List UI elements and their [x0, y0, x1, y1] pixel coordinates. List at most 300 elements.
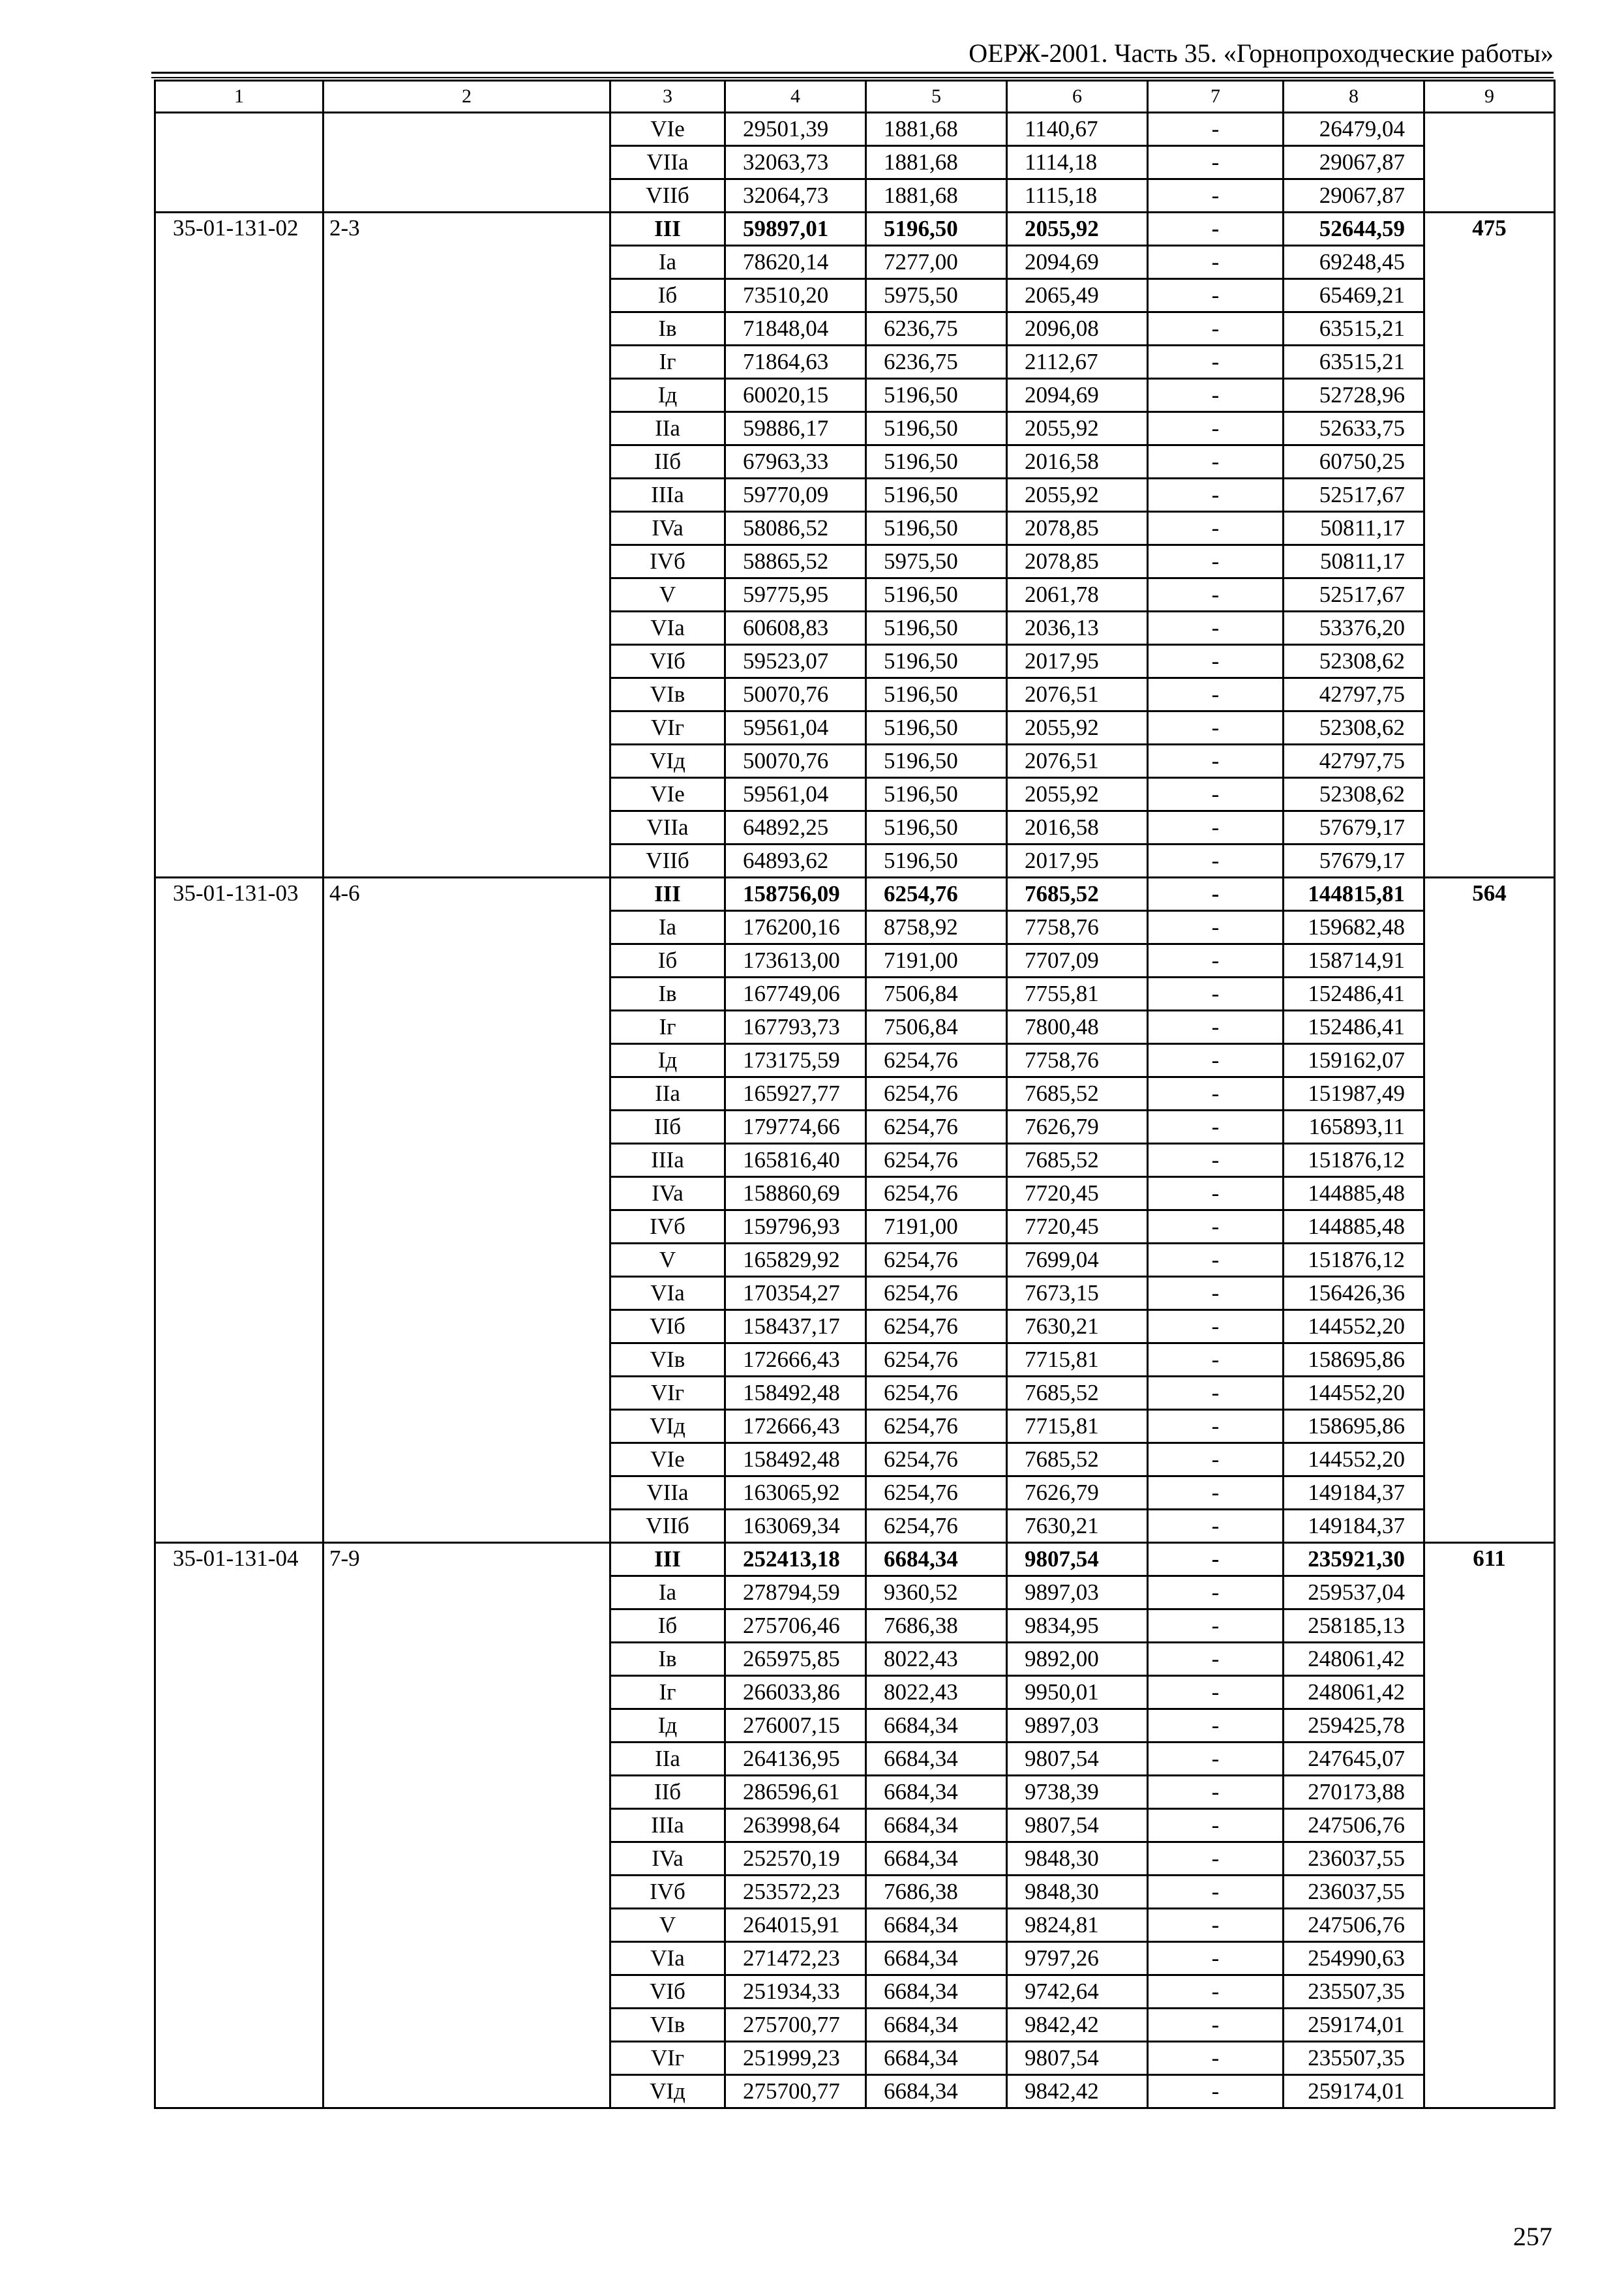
total-cell: 165927,77	[725, 1077, 866, 1111]
wage-cell: 7506,84	[866, 1011, 1007, 1044]
total-cell: 78620,14	[725, 246, 866, 279]
machine-cell: 2065,49	[1007, 279, 1148, 312]
machine-cell: 7800,48	[1007, 1011, 1148, 1044]
table-row	[155, 1543, 1555, 1576]
page-number: 257	[1513, 2222, 1552, 2251]
material-cell: 144552,20	[1284, 1377, 1424, 1410]
dash-cell: -	[1148, 1277, 1284, 1310]
material-cell: 158695,86	[1284, 1343, 1424, 1377]
total-cell: 163069,34	[725, 1510, 866, 1543]
wage-cell: 6254,76	[866, 1111, 1007, 1144]
material-cell: 156426,36	[1284, 1277, 1424, 1310]
material-cell: 52517,67	[1284, 578, 1424, 612]
wage-cell: 6684,34	[866, 2009, 1007, 2042]
dash-cell: -	[1148, 1975, 1284, 2009]
dash-cell: -	[1148, 1310, 1284, 1343]
total-cell: 179774,66	[725, 1111, 866, 1144]
material-cell: 152486,41	[1284, 978, 1424, 1011]
column-header: 3	[610, 81, 725, 113]
dash-cell: -	[1148, 1077, 1284, 1111]
wage-cell: 5196,50	[866, 678, 1007, 711]
total-cell: 251999,23	[725, 2042, 866, 2075]
wage-cell: 5196,50	[866, 845, 1007, 878]
zone-cell: VIa	[610, 612, 725, 645]
total-cell: 32063,73	[725, 146, 866, 179]
machine-cell: 7673,15	[1007, 1277, 1148, 1310]
dash-cell: -	[1148, 146, 1284, 179]
total-cell: 278794,59	[725, 1576, 866, 1609]
dash-cell: -	[1148, 213, 1284, 246]
zone-cell: III	[610, 878, 725, 911]
zone-cell: V	[610, 1244, 725, 1277]
zone-cell: VIe	[610, 1443, 725, 1476]
wage-cell: 6236,75	[866, 312, 1007, 346]
total-cell: 165829,92	[725, 1244, 866, 1277]
dash-cell: -	[1148, 1410, 1284, 1443]
zone-cell: VIв	[610, 2009, 725, 2042]
total-cell: 252413,18	[725, 1543, 866, 1576]
material-cell: 29067,87	[1284, 179, 1424, 213]
material-cell: 270173,88	[1284, 1776, 1424, 1809]
zone-cell: IIб	[610, 1111, 725, 1144]
material-cell: 57679,17	[1284, 845, 1424, 878]
wage-cell: 6684,34	[866, 1776, 1007, 1809]
range-cell	[323, 113, 610, 213]
machine-cell: 2055,92	[1007, 213, 1148, 246]
zone-cell: VIг	[610, 711, 725, 745]
dash-cell: -	[1148, 1510, 1284, 1543]
wage-cell: 6684,34	[866, 1909, 1007, 1942]
zone-cell: VIe	[610, 778, 725, 811]
dash-cell: -	[1148, 479, 1284, 512]
dash-cell: -	[1148, 778, 1284, 811]
material-cell: 29067,87	[1284, 146, 1424, 179]
machine-cell: 2094,69	[1007, 246, 1148, 279]
zone-cell: IVб	[610, 1210, 725, 1244]
total-cell: 167749,06	[725, 978, 866, 1011]
zone-cell: III	[610, 1543, 725, 1576]
dash-cell: -	[1148, 2009, 1284, 2042]
machine-cell: 2016,58	[1007, 445, 1148, 479]
machine-cell: 2055,92	[1007, 412, 1148, 445]
wage-cell: 7506,84	[866, 978, 1007, 1011]
total-cell: 59561,04	[725, 778, 866, 811]
machine-cell: 7630,21	[1007, 1510, 1148, 1543]
dash-cell: -	[1148, 678, 1284, 711]
machine-cell: 2055,92	[1007, 778, 1148, 811]
total-cell: 275700,77	[725, 2075, 866, 2108]
column-header: 5	[866, 81, 1007, 113]
machine-cell: 2078,85	[1007, 545, 1148, 578]
machine-cell: 2061,78	[1007, 578, 1148, 612]
dash-cell: -	[1148, 379, 1284, 412]
table-row	[155, 213, 1555, 246]
wage-cell: 6684,34	[866, 1809, 1007, 1842]
total-cell: 158756,09	[725, 878, 866, 911]
material-cell: 159682,48	[1284, 911, 1424, 944]
zone-cell: III	[610, 213, 725, 246]
dash-cell: -	[1148, 1377, 1284, 1410]
material-cell: 259174,01	[1284, 2009, 1424, 2042]
code-cell	[155, 113, 323, 213]
wage-cell: 5196,50	[866, 412, 1007, 445]
dash-cell: -	[1148, 1244, 1284, 1277]
total-cell: 59897,01	[725, 213, 866, 246]
machine-cell: 1140,67	[1007, 113, 1148, 146]
range-cell: 2-3	[323, 213, 610, 878]
column-9-cell: 611	[1424, 1543, 1555, 2108]
zone-cell: VIIб	[610, 179, 725, 213]
wage-cell: 8022,43	[866, 1643, 1007, 1676]
total-cell: 170354,27	[725, 1277, 866, 1310]
dash-cell: -	[1148, 1210, 1284, 1244]
zone-cell: Iг	[610, 346, 725, 379]
wage-cell: 6684,34	[866, 1942, 1007, 1975]
dash-cell: -	[1148, 1443, 1284, 1476]
dash-cell: -	[1148, 578, 1284, 612]
material-cell: 235921,30	[1284, 1543, 1424, 1576]
machine-cell: 7685,52	[1007, 1443, 1148, 1476]
dash-cell: -	[1148, 1609, 1284, 1643]
zone-cell: IIa	[610, 1743, 725, 1776]
machine-cell: 7715,81	[1007, 1343, 1148, 1377]
material-cell: 42797,75	[1284, 745, 1424, 778]
header-rule-thin	[151, 77, 1554, 78]
machine-cell: 9738,39	[1007, 1776, 1148, 1809]
machine-cell: 2017,95	[1007, 645, 1148, 678]
wage-cell: 7686,38	[866, 1876, 1007, 1909]
column-9-cell	[1424, 113, 1555, 213]
material-cell: 158714,91	[1284, 944, 1424, 978]
zone-cell: Iд	[610, 379, 725, 412]
zone-cell: Iд	[610, 1044, 725, 1077]
dash-cell: -	[1148, 1111, 1284, 1144]
code-cell: 35-01-131-03	[155, 878, 323, 1543]
machine-cell: 1114,18	[1007, 146, 1148, 179]
zone-cell: VIд	[610, 2075, 725, 2108]
dash-cell: -	[1148, 1909, 1284, 1942]
wage-cell: 6254,76	[866, 1144, 1007, 1177]
wage-cell: 5196,50	[866, 711, 1007, 745]
total-cell: 176200,16	[725, 911, 866, 944]
material-cell: 149184,37	[1284, 1510, 1424, 1543]
total-cell: 165816,40	[725, 1144, 866, 1177]
column-number-row	[155, 81, 1555, 113]
machine-cell: 7715,81	[1007, 1410, 1148, 1443]
total-cell: 276007,15	[725, 1709, 866, 1743]
material-cell: 50811,17	[1284, 512, 1424, 545]
dash-cell: -	[1148, 711, 1284, 745]
zone-cell: VIIa	[610, 146, 725, 179]
material-cell: 63515,21	[1284, 346, 1424, 379]
machine-cell: 9892,00	[1007, 1643, 1148, 1676]
wage-cell: 5196,50	[866, 811, 1007, 845]
dash-cell: -	[1148, 113, 1284, 146]
wage-cell: 6254,76	[866, 1077, 1007, 1111]
zone-cell: Ia	[610, 911, 725, 944]
machine-cell: 9950,01	[1007, 1676, 1148, 1709]
wage-cell: 6254,76	[866, 1310, 1007, 1343]
machine-cell: 9842,42	[1007, 2009, 1148, 2042]
zone-cell: Iг	[610, 1011, 725, 1044]
machine-cell: 2096,08	[1007, 312, 1148, 346]
total-cell: 59523,07	[725, 645, 866, 678]
dash-cell: -	[1148, 612, 1284, 645]
dash-cell: -	[1148, 845, 1284, 878]
total-cell: 271472,23	[725, 1942, 866, 1975]
material-cell: 53376,20	[1284, 612, 1424, 645]
wage-cell: 5196,50	[866, 213, 1007, 246]
total-cell: 265975,85	[725, 1643, 866, 1676]
range-cell: 7-9	[323, 1543, 610, 2108]
wage-cell: 6254,76	[866, 878, 1007, 911]
machine-cell: 9848,30	[1007, 1842, 1148, 1876]
column-header: 2	[323, 81, 610, 113]
dash-cell: -	[1148, 279, 1284, 312]
zone-cell: Iг	[610, 1676, 725, 1709]
wage-cell: 6254,76	[866, 1244, 1007, 1277]
machine-cell: 9842,42	[1007, 2075, 1148, 2108]
total-cell: 286596,61	[725, 1776, 866, 1809]
total-cell: 59775,95	[725, 578, 866, 612]
total-cell: 275700,77	[725, 2009, 866, 2042]
machine-cell: 2017,95	[1007, 845, 1148, 878]
material-cell: 52308,62	[1284, 645, 1424, 678]
zone-cell: VIд	[610, 745, 725, 778]
dash-cell: -	[1148, 312, 1284, 346]
machine-cell: 7626,79	[1007, 1476, 1148, 1510]
wage-cell: 7191,00	[866, 944, 1007, 978]
total-cell: 59770,09	[725, 479, 866, 512]
dash-cell: -	[1148, 1709, 1284, 1743]
machine-cell: 1115,18	[1007, 179, 1148, 213]
dash-cell: -	[1148, 445, 1284, 479]
wage-cell: 1881,68	[866, 179, 1007, 213]
material-cell: 52644,59	[1284, 213, 1424, 246]
material-cell: 152486,41	[1284, 1011, 1424, 1044]
wage-cell: 6254,76	[866, 1044, 1007, 1077]
dash-cell: -	[1148, 1676, 1284, 1709]
machine-cell: 7630,21	[1007, 1310, 1148, 1343]
total-cell: 158437,17	[725, 1310, 866, 1343]
zone-cell: IIIa	[610, 1144, 725, 1177]
total-cell: 158492,48	[725, 1377, 866, 1410]
wage-cell: 6254,76	[866, 1377, 1007, 1410]
dash-cell: -	[1148, 1842, 1284, 1876]
dash-cell: -	[1148, 645, 1284, 678]
total-cell: 64892,25	[725, 811, 866, 845]
wage-cell: 5975,50	[866, 279, 1007, 312]
total-cell: 59886,17	[725, 412, 866, 445]
machine-cell: 2078,85	[1007, 512, 1148, 545]
material-cell: 165893,11	[1284, 1111, 1424, 1144]
material-cell: 42797,75	[1284, 678, 1424, 711]
material-cell: 151876,12	[1284, 1144, 1424, 1177]
column-9-cell: 475	[1424, 213, 1555, 878]
wage-cell: 6254,76	[866, 1343, 1007, 1377]
total-cell: 275706,46	[725, 1609, 866, 1643]
total-cell: 58086,52	[725, 512, 866, 545]
wage-cell: 5196,50	[866, 479, 1007, 512]
material-cell: 144552,20	[1284, 1310, 1424, 1343]
material-cell: 151987,49	[1284, 1077, 1424, 1111]
wage-cell: 6684,34	[866, 1709, 1007, 1743]
zone-cell: VIe	[610, 113, 725, 146]
material-cell: 259174,01	[1284, 2075, 1424, 2108]
dash-cell: -	[1148, 911, 1284, 944]
total-cell: 251934,33	[725, 1975, 866, 2009]
material-cell: 57679,17	[1284, 811, 1424, 845]
machine-cell: 7720,45	[1007, 1210, 1148, 1244]
total-cell: 29501,39	[725, 113, 866, 146]
machine-cell: 7720,45	[1007, 1177, 1148, 1210]
zone-cell: VIб	[610, 1975, 725, 2009]
zone-cell: Iв	[610, 1643, 725, 1676]
dash-cell: -	[1148, 745, 1284, 778]
column-9-cell: 564	[1424, 878, 1555, 1543]
machine-cell: 7685,52	[1007, 1144, 1148, 1177]
machine-cell: 9824,81	[1007, 1909, 1148, 1942]
material-cell: 50811,17	[1284, 545, 1424, 578]
zone-cell: IVб	[610, 545, 725, 578]
wage-cell: 5196,50	[866, 645, 1007, 678]
wage-cell: 5196,50	[866, 578, 1007, 612]
zone-cell: IIIa	[610, 1809, 725, 1842]
zone-cell: VIг	[610, 2042, 725, 2075]
material-cell: 235507,35	[1284, 1975, 1424, 2009]
wage-cell: 1881,68	[866, 113, 1007, 146]
code-cell: 35-01-131-04	[155, 1543, 323, 2108]
machine-cell: 9807,54	[1007, 1809, 1148, 1842]
total-cell: 50070,76	[725, 678, 866, 711]
total-cell: 32064,73	[725, 179, 866, 213]
wage-cell: 6684,34	[866, 1975, 1007, 2009]
material-cell: 144815,81	[1284, 878, 1424, 911]
machine-cell: 7685,52	[1007, 1377, 1148, 1410]
table-row	[155, 878, 1555, 911]
zone-cell: VIIб	[610, 1510, 725, 1543]
machine-cell: 7685,52	[1007, 878, 1148, 911]
zone-cell: VIв	[610, 1343, 725, 1377]
machine-cell: 2055,92	[1007, 711, 1148, 745]
wage-cell: 8022,43	[866, 1676, 1007, 1709]
machine-cell: 7699,04	[1007, 1244, 1148, 1277]
material-cell: 248061,42	[1284, 1676, 1424, 1709]
material-cell: 144885,48	[1284, 1210, 1424, 1244]
material-cell: 236037,55	[1284, 1842, 1424, 1876]
wage-cell: 6254,76	[866, 1177, 1007, 1210]
dash-cell: -	[1148, 1942, 1284, 1975]
wage-cell: 6684,34	[866, 2042, 1007, 2075]
material-cell: 258185,13	[1284, 1609, 1424, 1643]
zone-cell: VIб	[610, 1310, 725, 1343]
dash-cell: -	[1148, 878, 1284, 911]
machine-cell: 2036,13	[1007, 612, 1148, 645]
zone-cell: VIд	[610, 1410, 725, 1443]
zone-cell: Ia	[610, 1576, 725, 1609]
machine-cell: 9848,30	[1007, 1876, 1148, 1909]
zone-cell: VIв	[610, 678, 725, 711]
dash-cell: -	[1148, 412, 1284, 445]
wage-cell: 7191,00	[866, 1210, 1007, 1244]
wage-cell: 5975,50	[866, 545, 1007, 578]
dash-cell: -	[1148, 1643, 1284, 1676]
dash-cell: -	[1148, 978, 1284, 1011]
wage-cell: 5196,50	[866, 512, 1007, 545]
material-cell: 60750,25	[1284, 445, 1424, 479]
total-cell: 158492,48	[725, 1443, 866, 1476]
total-cell: 172666,43	[725, 1410, 866, 1443]
column-header: 8	[1284, 81, 1424, 113]
dash-cell: -	[1148, 512, 1284, 545]
material-cell: 69248,45	[1284, 246, 1424, 279]
dash-cell: -	[1148, 1343, 1284, 1377]
total-cell: 172666,43	[725, 1343, 866, 1377]
dash-cell: -	[1148, 1177, 1284, 1210]
total-cell: 158860,69	[725, 1177, 866, 1210]
zone-cell: IIa	[610, 412, 725, 445]
total-cell: 73510,20	[725, 279, 866, 312]
material-cell: 63515,21	[1284, 312, 1424, 346]
machine-cell: 7758,76	[1007, 911, 1148, 944]
page-header-title: ОЕРЖ-2001. Часть 35. «Горнопроходческие работы»	[969, 38, 1554, 68]
total-cell: 263998,64	[725, 1809, 866, 1842]
dash-cell: -	[1148, 1776, 1284, 1809]
machine-cell: 7758,76	[1007, 1044, 1148, 1077]
machine-cell: 2094,69	[1007, 379, 1148, 412]
zone-cell: VIa	[610, 1942, 725, 1975]
total-cell: 59561,04	[725, 711, 866, 745]
total-cell: 67963,33	[725, 445, 866, 479]
machine-cell: 2076,51	[1007, 745, 1148, 778]
total-cell: 71848,04	[725, 312, 866, 346]
material-cell: 52308,62	[1284, 778, 1424, 811]
zone-cell: VIIa	[610, 1476, 725, 1510]
material-cell: 247506,76	[1284, 1909, 1424, 1942]
wage-cell: 6254,76	[866, 1277, 1007, 1310]
dash-cell: -	[1148, 346, 1284, 379]
dash-cell: -	[1148, 944, 1284, 978]
dash-cell: -	[1148, 2075, 1284, 2108]
machine-cell: 9807,54	[1007, 1543, 1148, 1576]
zone-cell: IVa	[610, 512, 725, 545]
total-cell: 71864,63	[725, 346, 866, 379]
material-cell: 52728,96	[1284, 379, 1424, 412]
machine-cell: 2076,51	[1007, 678, 1148, 711]
dash-cell: -	[1148, 545, 1284, 578]
wage-cell: 8758,92	[866, 911, 1007, 944]
machine-cell: 9897,03	[1007, 1576, 1148, 1609]
table-body	[155, 81, 1555, 2108]
zone-cell: IIIa	[610, 479, 725, 512]
machine-cell: 9797,26	[1007, 1942, 1148, 1975]
header-rule	[151, 72, 1554, 74]
total-cell: 173175,59	[725, 1044, 866, 1077]
material-cell: 259425,78	[1284, 1709, 1424, 1743]
dash-cell: -	[1148, 1743, 1284, 1776]
dash-cell: -	[1148, 246, 1284, 279]
machine-cell: 9807,54	[1007, 2042, 1148, 2075]
material-cell: 52633,75	[1284, 412, 1424, 445]
wage-cell: 7686,38	[866, 1609, 1007, 1643]
total-cell: 60020,15	[725, 379, 866, 412]
dash-cell: -	[1148, 1144, 1284, 1177]
machine-cell: 2112,67	[1007, 346, 1148, 379]
total-cell: 266033,86	[725, 1676, 866, 1709]
wage-cell: 9360,52	[866, 1576, 1007, 1609]
wage-cell: 1881,68	[866, 146, 1007, 179]
machine-cell: 9807,54	[1007, 1743, 1148, 1776]
